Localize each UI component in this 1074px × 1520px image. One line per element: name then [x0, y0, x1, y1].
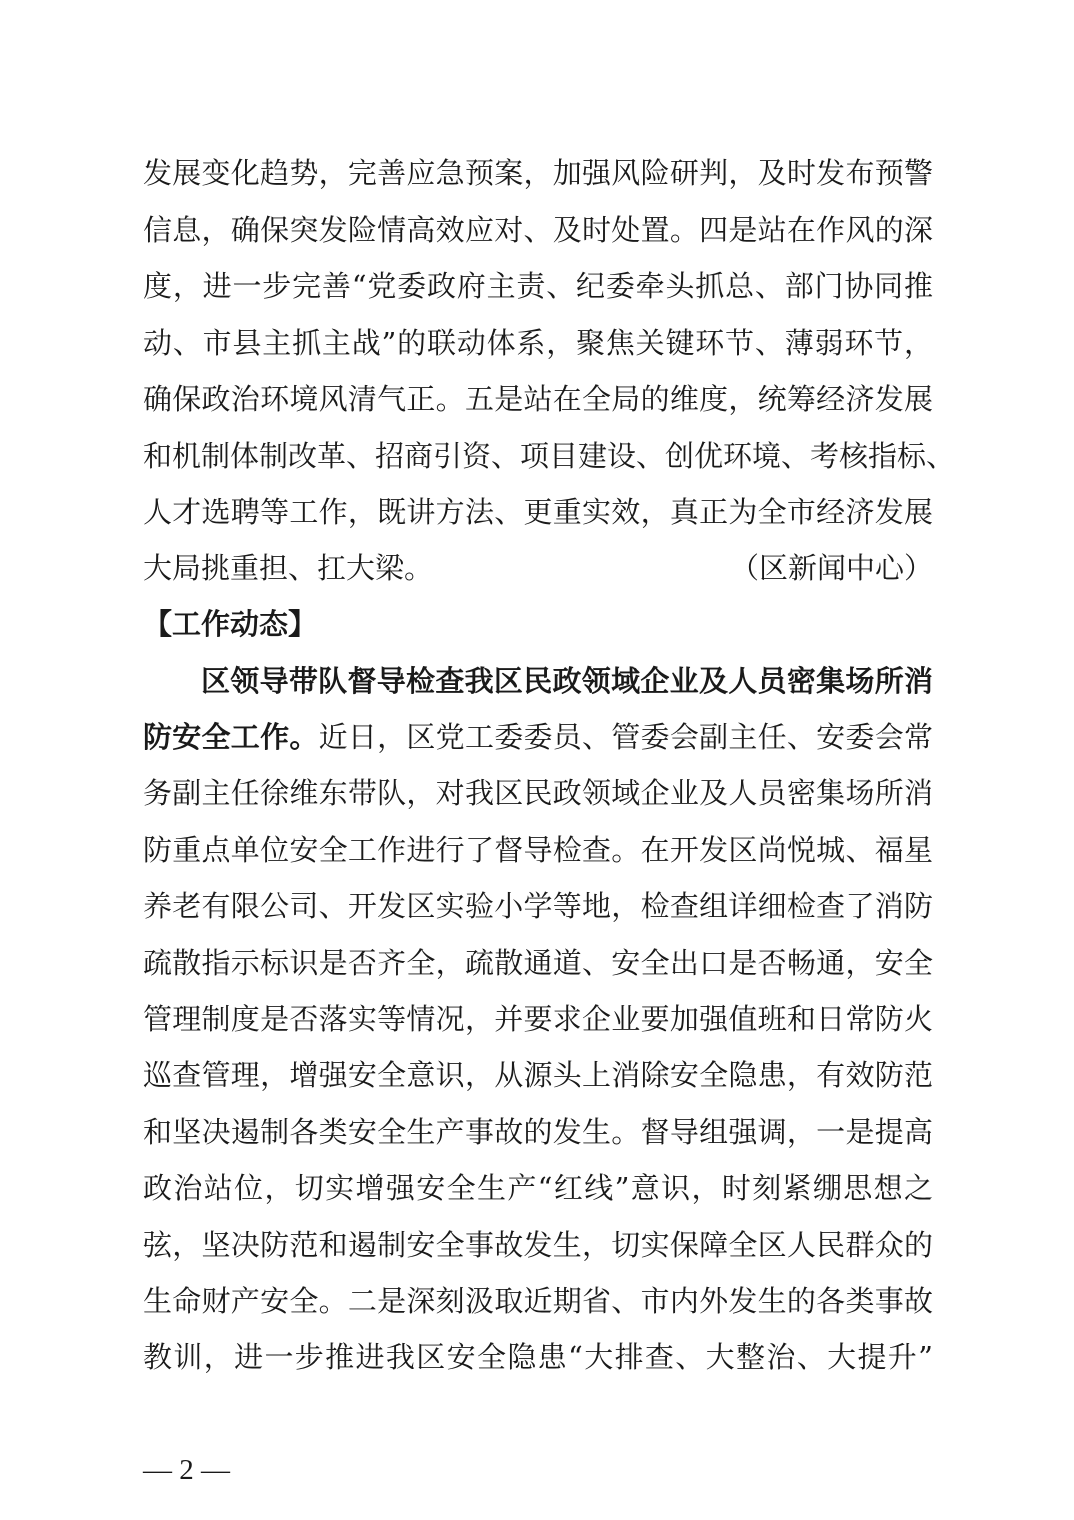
paragraph-line: 防重点单位安全工作进行了督导检查。在开发区尚悦城、福星: [143, 833, 933, 867]
news-source: （区新闻中心）: [729, 551, 933, 585]
paragraph-line: 和坚决遏制各类安全生产事故的发生。督导组强调，一是提高: [143, 1115, 933, 1149]
paragraph-line: [143, 717, 933, 757]
paragraph-line: 政治站位，切实增强安全生产“红线”意识，时刻紧绷思想之: [143, 1171, 933, 1205]
paragraph-line: 人才选聘等工作，既讲方法、更重实效，真正为全市经济发展: [143, 495, 933, 529]
paragraph-line: 发展变化趋势，完善应急预案，加强风险研判，及时发布预警: [143, 156, 933, 190]
paragraph-line: 管理制度是否落实等情况，并要求企业要加强值班和日常防火: [143, 1002, 933, 1036]
article-title-line: [201, 661, 933, 701]
paragraph-line: 巡查管理，增强安全意识，从源头上消除安全隐患，有效防范: [143, 1058, 933, 1092]
paragraph-line: 信息，确保突发险情高效应对、及时处置。四是站在作风的深: [143, 213, 933, 247]
paragraph-line: 养老有限公司、开发区实验小学等地，检查组详细检查了消防: [143, 889, 933, 923]
paragraph-line: 度，进一步完善“党委政府主责、纪委牵头抓总、部门协同推: [143, 269, 933, 303]
paragraph-line: 动、市县主抓主战”的联动体系，聚焦关键环节、薄弱环节，: [143, 326, 933, 360]
section-heading: 【工作动态】: [143, 607, 318, 641]
article-title: 区领导带队督导检查我区民政领域企业及人员密集场所消: [201, 664, 933, 698]
paragraph-text: 近日，区党工委委员、管委会副主任、安委会常: [318, 720, 933, 754]
paragraph-line: 教训，进一步推进我区安全隐患“大排查、大整治、大提升”: [143, 1340, 933, 1374]
paragraph-line: 大局挑重担、扛大梁。: [143, 551, 434, 585]
page-number: — 2 —: [143, 1454, 230, 1486]
paragraph-line: 确保政治环境风清气正。五是站在全局的维度，统筹经济发展: [143, 382, 933, 416]
paragraph-line: 疏散指示标识是否齐全，疏散通道、安全出口是否畅通，安全: [143, 946, 933, 980]
paragraph-line: 和机制体制改革、招商引资、项目建设、创优环境、考核指标、: [143, 439, 956, 473]
paragraph-line: 弦，坚决防范和遏制安全事故发生，切实保障全区人民群众的: [143, 1228, 933, 1262]
article-title-end: 防安全工作。: [143, 720, 319, 754]
paragraph-last-line: [143, 548, 933, 588]
paragraph-line: 生命财产安全。二是深刻汲取近期省、市内外发生的各类事故: [143, 1284, 933, 1318]
paragraph-line: 务副主任徐维东带队，对我区民政领域企业及人员密集场所消: [143, 776, 933, 810]
